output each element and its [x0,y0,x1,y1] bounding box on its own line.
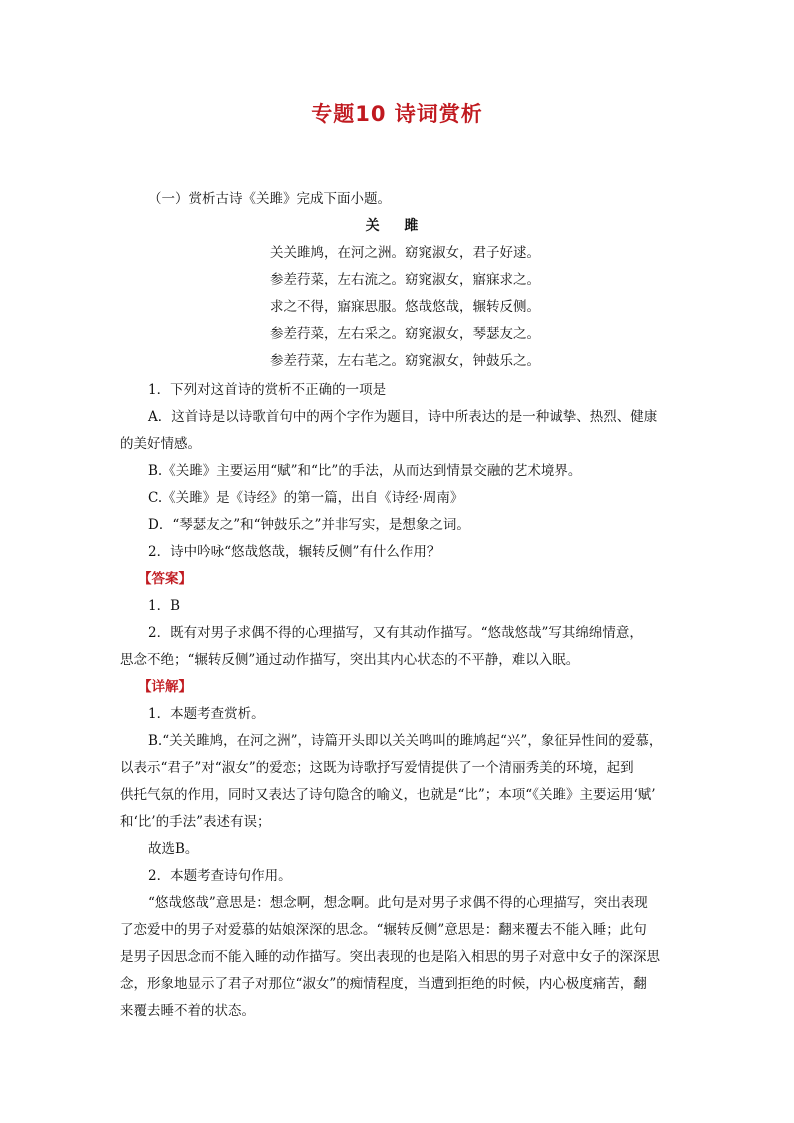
page-title: 专题10 诗词赏析 [311,102,483,126]
analysis-2-text: 念，形象地显示了君子对那位“淑女”的痴情程度，当遭到拒绝的时候，内心极度痛苦，翻 [120,976,647,992]
poem-line: 参差荇菜，左右芼之。窈窕淑女，钟鼓乐之。 [270,353,540,369]
poem-line: 关关雎鸠，在河之洲。窈窕淑女，君子好逑。 [270,245,540,261]
analysis-2-title: 2．本题考查诗句作用。 [148,868,292,884]
question-1-option-a: A．这首诗是以诗歌首句中的两个字作为题目，诗中所表达的是一种诚挚、热烈、健康 [148,409,658,425]
answer-1: 1．B [148,598,181,614]
analysis-1-text: B.“关关雎鸠，在河之洲”，诗篇开头即以关关鸣叫的雎鸠起“兴”，象征异性间的爱慕， [148,733,663,749]
answer-2: 2．既有对男子求偶不得的心理描写，又有其动作描写。“悠哉悠哉”写其绵绵情意， [148,625,643,641]
analysis-1-text: 供托气氛的作用，同时又表达了诗句隐含的喻义，也就是“比”；本项“《关雎》主要运用‘赋’ [120,787,656,803]
question-1-stem: 1．下列对这首诗的赏析不正确的一项是 [148,382,387,398]
answer-2-cont: 思念不绝；“辗转反侧”通过动作描写，突出其内心状态的不平静，难以入眠。 [120,652,580,668]
answer-label: 【答案】 [138,571,192,587]
question-1-option-c: C.《关雎》是《诗经》的第一篇，出自《诗经·周南》 [148,490,464,506]
analysis-1-conclusion: 故选B。 [148,841,199,857]
analysis-1-title: 1．本题考查赏析。 [148,706,265,722]
question-1-option-a-cont: 的美好情感。 [120,436,201,452]
question-1-option-b: B.《关雎》主要运用“赋”和“比”的手法，从而达到情景交融的艺术境界。 [148,463,582,479]
question-2-stem: 2．诗中吟咏“悠哉悠哉，辗转反侧”有什么作用？ [148,544,441,560]
question-1-option-d: D．“琴瑟友之”和“钟鼓乐之”并非写实，是想象之词。 [148,517,470,533]
analysis-1-text: 以表示“君子”对“淑女”的爱恋；这既为诗歌抒写爱情提供了一个清丽秀美的环境，起到 [120,760,634,776]
poem-line: 参差荇菜，左右采之。窈窕淑女，琴瑟友之。 [270,326,540,342]
analysis-2-text: 了恋爱中的男子对爱慕的姑娘深深的思念。“辗转反侧”意思是：翻来覆去不能入睡；此句 [120,922,647,938]
poem-title: 关 雎 [365,218,429,234]
analysis-label: 【详解】 [138,679,192,695]
analysis-2-text: 来覆去睡不着的状态。 [120,1003,255,1019]
analysis-1-text: 和‘比’的手法”表述有误； [120,814,271,830]
analysis-2-text: “悠哉悠哉”意思是：想念啊，想念啊。此句是对男子求偶不得的心理描写，突出表现 [148,895,648,911]
poem-line: 参差荇菜，左右流之。窈窕淑女，寤寐求之。 [270,272,540,288]
analysis-2-text: 是男子因思念而不能入睡的动作描写。突出表现的也是陷入相思的男子对意中女子的深深思 [120,949,660,965]
question-intro: （一）赏析古诗《关雎》完成下面小题。 [148,191,391,207]
poem-line: 求之不得，寤寐思服。悠哉悠哉，辗转反侧。 [270,299,540,315]
